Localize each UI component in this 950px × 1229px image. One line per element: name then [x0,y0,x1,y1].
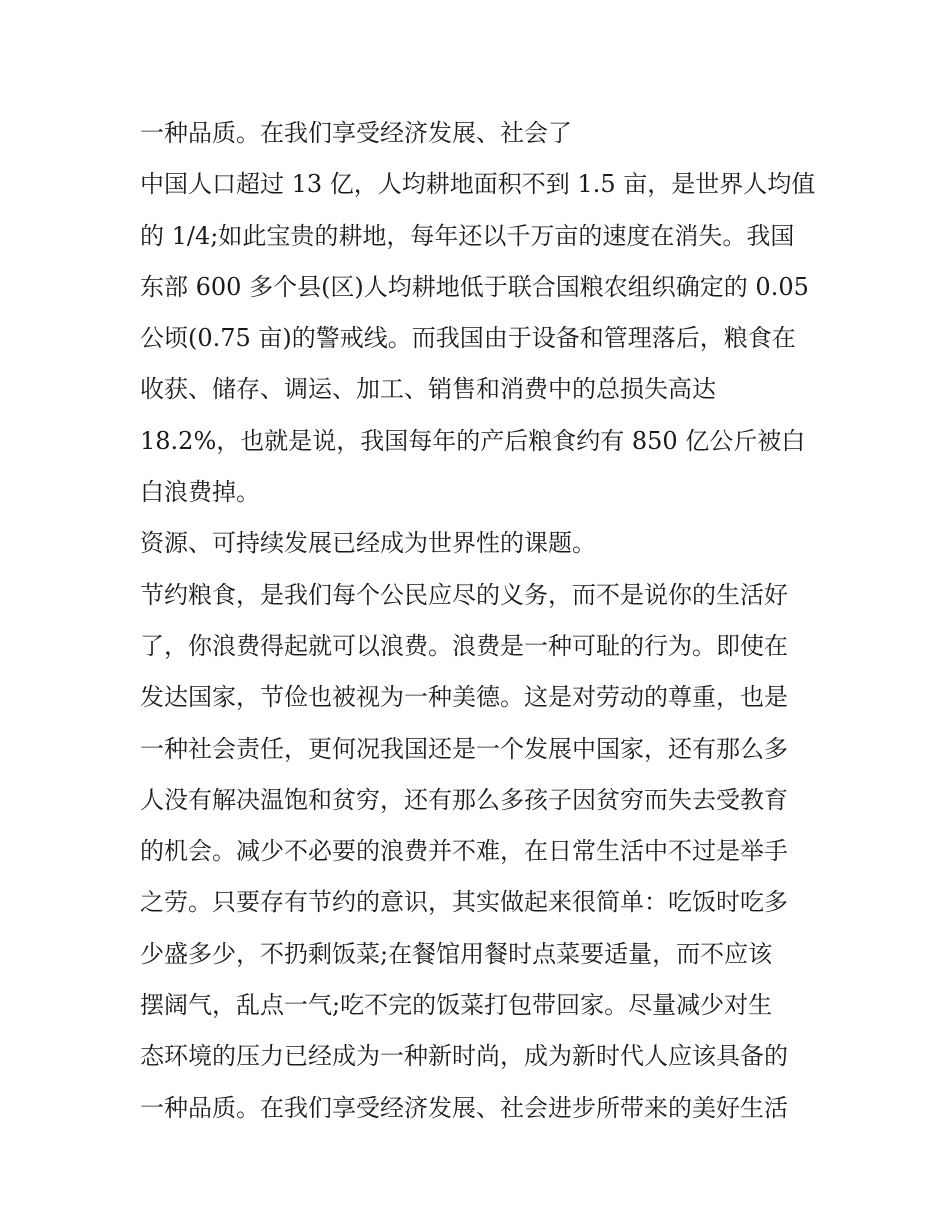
text-line: 18.2%，也就是说，我国每年的产后粮食约有 850 亿公斤被白 [140,426,806,455]
text-line: 一种社会责任，更何况我国还是一个发展中国家，还有那么多 [140,734,788,763]
body-text [140,108,830,1134]
text-line: 节约粮食，是我们每个公民应尽的义务，而不是说你的生活好 [140,580,788,609]
text-line: 之劳。只要存有节约的意识，其实做起来很简单：吃饭时吃多 [140,888,788,917]
text-line: 中国人口超过 13 亿，人均耕地面积不到 1.5 亩，是世界人均值 [140,170,816,199]
text-line: 东部 600 多个县(区)人均耕地低于联合国粮农组织确定的 0.05 [140,272,809,301]
text-line: 少盛多少，不扔剩饭菜;在餐馆用餐时点菜要适量，而不应该 [140,939,773,968]
text-line: 一种品质。在我们享受经济发展、社会了 [140,119,572,147]
text-line: 摆阔气，乱点一气;吃不完的饭菜打包带回家。尽量减少对生 [140,991,773,1020]
text-line: 的 1/4;如此宝贵的耕地，每年还以千万亩的速度在消失。我国 [140,221,795,250]
text-line: 白浪费掉。 [140,478,260,507]
text-line: 公顷(0.75 亩)的警戒线。而我国由于设备和管理落后，粮食在 [140,324,796,353]
text-line: 的机会。减少不必要的浪费并不难，在日常生活中不过是举手 [140,837,788,866]
text-line: 人没有解决温饱和贫穷，还有那么多孩子因贫穷而失去受教育 [140,785,788,814]
text-line: 了，你浪费得起就可以浪费。浪费是一种可耻的行为。即使在 [140,631,788,660]
text-line: 资源、可持续发展已经成为世界性的课题。 [140,529,596,558]
text-line: 发达国家，节俭也被视为一种美德。这是对劳动的尊重，也是 [140,683,788,712]
text-line: 态环境的压力已经成为一种新时尚，成为新时代人应该具备的 [140,1042,788,1071]
text-line: 收获、储存、调运、加工、销售和消费中的总损失高达 [140,375,716,404]
text-line: 一种品质。在我们享受经济发展、社会进步所带来的美好生活 [140,1093,788,1122]
